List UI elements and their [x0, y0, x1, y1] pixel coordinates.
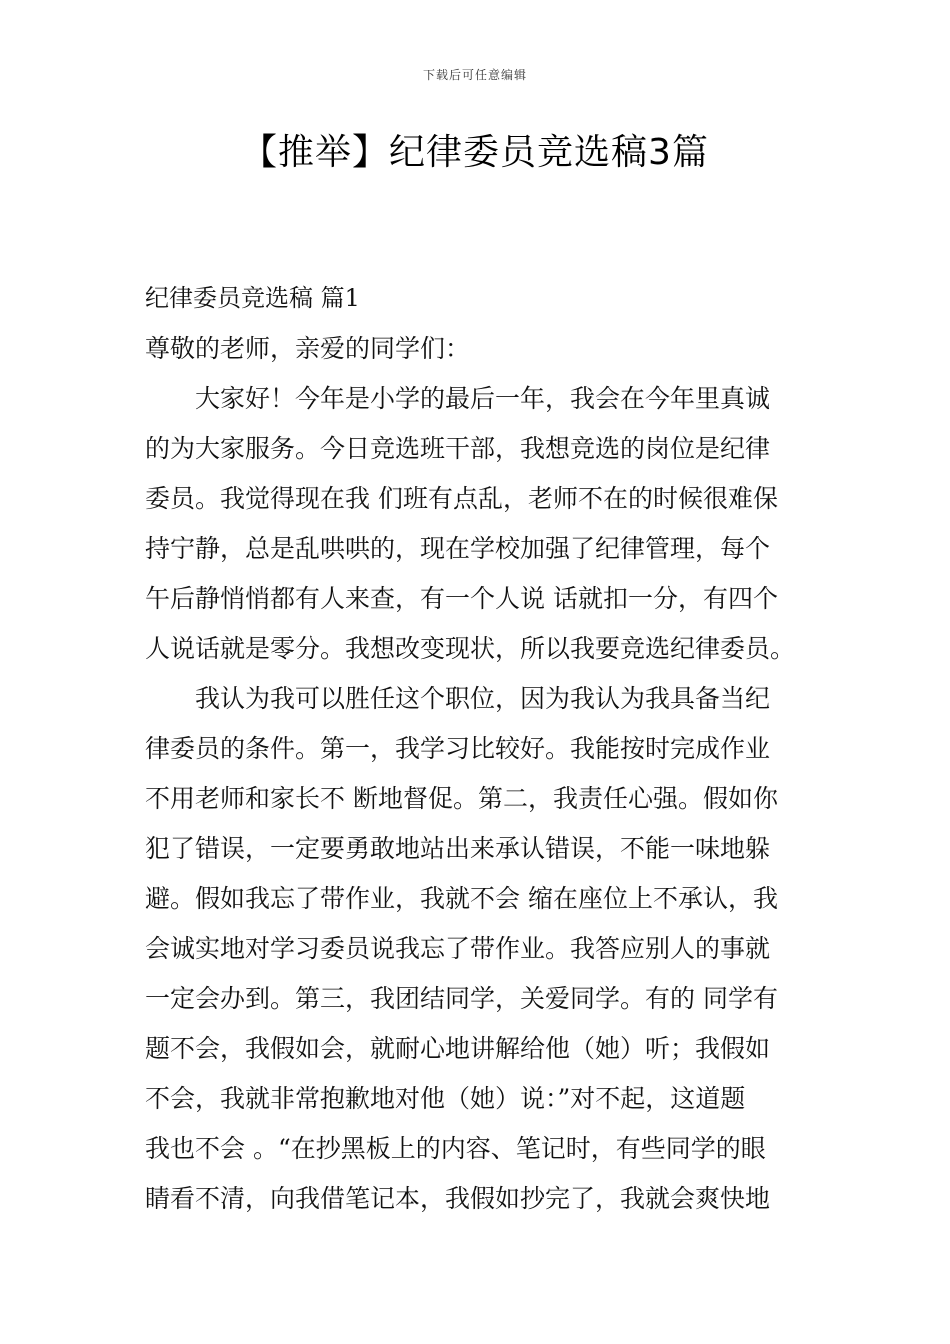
paragraph-line: 持宁静，总是乱哄哄的，现在学校加强了纪律管理，每个 — [145, 534, 771, 563]
paragraph-2 — [145, 680, 807, 1217]
document-title: 【推举】纪律委员竞选稿3篇 — [241, 132, 709, 173]
paragraph-1 — [145, 380, 807, 667]
paragraph-line: 我也不会 。“在抄黑板上的内容、笔记时，有些同学的眼 — [145, 1134, 766, 1163]
paragraph-line: 不用老师和家长不 断地督促。第二，我责任心强。假如你 — [145, 784, 778, 813]
paragraph-line: 律委员的条件。第一，我学习比较好。我能按时完成作业 — [145, 734, 771, 763]
salutation: 尊敬的老师，亲爱的同学们： — [145, 334, 471, 363]
paragraph-line: 会诚实地对学习委员说我忘了带作业。我答应别人的事就 — [145, 934, 771, 963]
paragraph-line: 避。假如我忘了带作业，我就不会 缩在座位上不承认，我 — [145, 884, 778, 913]
header-note: 下载后可任意编辑 — [422, 68, 527, 82]
paragraph-line: 题不会，我假如会，就耐心地讲解给他（她）听；我假如 — [145, 1034, 771, 1063]
paragraph-line: 的为大家服务。今日竞选班干部，我想竞选的岗位是纪律 — [145, 434, 771, 463]
paragraph-line: 大家好！今年是小学的最后一年，我会在今年里真诚 — [195, 384, 771, 413]
paragraph-line: 人说话就是零分。我想改变现状，所以我要竞选纪律委员。 — [145, 634, 796, 663]
paragraph-line: 不会，我就非常抱歉地对他（她）说：”对不起，这道题 — [145, 1084, 746, 1113]
paragraph-line: 我认为我可以胜任这个职位，因为我认为我具备当纪 — [195, 684, 771, 713]
paragraph-line: 犯了错误，一定要勇敢地站出来承认错误，不能一味地躲 — [145, 834, 771, 863]
paragraph-line: 午后静悄悄都有人来查，有一个人说 话就扣一分，有四个 — [145, 584, 778, 613]
document-body — [145, 280, 807, 1230]
paragraph-line: 委员。我觉得现在我 们班有点乱，老师不在的时候很难保 — [145, 484, 778, 513]
paragraph-line: 睛看不清，向我借笔记本，我假如抄完了，我就会爽快地 — [145, 1184, 771, 1213]
paragraph-line: 一定会办到。第三，我团结同学，关爱同学。有的 同学有 — [145, 984, 778, 1013]
section-heading: 纪律委员竞选稿 篇1 — [145, 284, 360, 312]
